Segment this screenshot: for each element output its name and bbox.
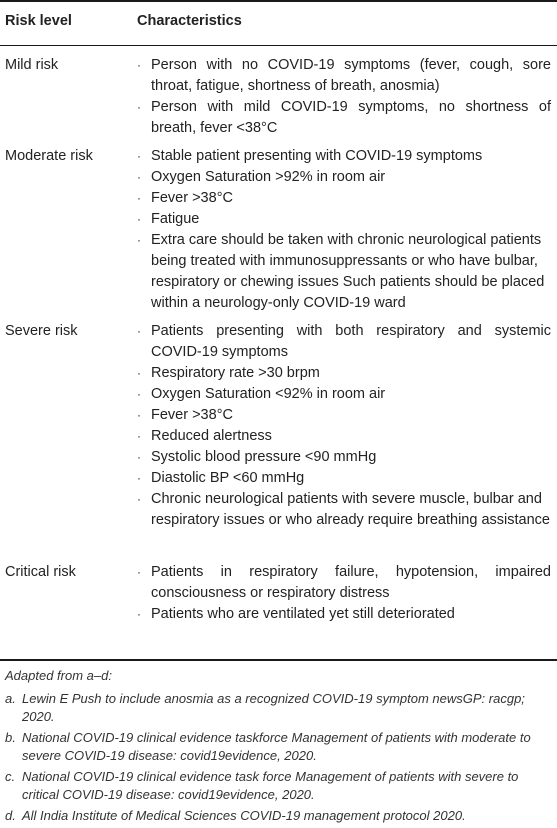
list-item: · Patients in respiratory failure, hypotension, impaired consciousness or respiratory distress — [137, 564, 551, 601]
notes-intro: Adapted from a–d: — [5, 668, 112, 683]
characteristics-critical — [137, 562, 551, 625]
list-item: · Reduced alertness — [137, 428, 272, 444]
risk-level-severe: Severe risk — [5, 323, 78, 339]
list-item: · Fever >38°C — [137, 407, 233, 423]
list-item: · Person with no COVID-19 symptoms (fever, cough, sore throat, fatigue, shortness of breath, anosmia) — [137, 57, 551, 94]
characteristics-mild — [137, 55, 551, 139]
risk-level-critical: Critical risk — [5, 564, 76, 580]
table-notes — [5, 667, 550, 828]
list-item: · Fatigue — [137, 211, 200, 227]
footnote-c: c. National COVID-19 clinical evidence task force Management of patients with severe to critical COVID-19 disease: covid19evidence, 2020. — [5, 769, 519, 802]
list-item: · Oxygen Saturation <92% in room air — [137, 386, 386, 402]
footnote-b: b. National COVID-19 clinical evidence taskforce Management of patients with moderate to severe COVID-19 disease: covid19evidence, 2020. — [5, 730, 531, 763]
footnote-a: a. Lewin E Push to include anosmia as a recognized COVID-19 symptom newsGP: racgp; 2020. — [5, 691, 525, 724]
list-item: · Extra care should be taken with chronic neurological patients being treated with immunosuppressants or who have bulbar, respiratory or chewing issues Such patients should be placed within a neurology-only COVID-19 ward — [137, 232, 545, 311]
header-characteristics: Characteristics — [137, 13, 242, 29]
top-rule — [0, 0, 557, 2]
list-item: · Patients presenting with both respiratory and systemic COVID-19 symptoms — [137, 323, 551, 360]
list-item: · Patients who are ventilated yet still deteriorated — [137, 606, 455, 622]
list-item: · Oxygen Saturation >92% in room air — [137, 169, 386, 185]
characteristics-moderate — [137, 146, 551, 314]
header-rule — [0, 45, 557, 46]
risk-level-mild: Mild risk — [5, 57, 59, 73]
risk-level-moderate: Moderate risk — [5, 148, 93, 164]
list-item: · Chronic neurological patients with severe muscle, bulbar and respiratory issues or who already require breathing assistance — [137, 491, 550, 528]
list-item: · Fever >38°C — [137, 190, 233, 206]
bottom-rule — [0, 659, 557, 661]
characteristics-severe — [137, 321, 551, 531]
list-item: · Respiratory rate >30 brpm — [137, 365, 320, 381]
list-item: · Person with mild COVID-19 symptoms, no shortness of breath, fever <38°C — [137, 99, 551, 136]
footnote-d: d. All India Institute of Medical Sciences COVID-19 management protocol 2020. — [5, 808, 466, 823]
list-item: · Diastolic BP <60 mmHg — [137, 470, 305, 486]
list-item: · Systolic blood pressure <90 mmHg — [137, 449, 377, 465]
header-risk-level: Risk level — [5, 13, 72, 29]
list-item: · Stable patient presenting with COVID-19 symptoms — [137, 148, 483, 164]
